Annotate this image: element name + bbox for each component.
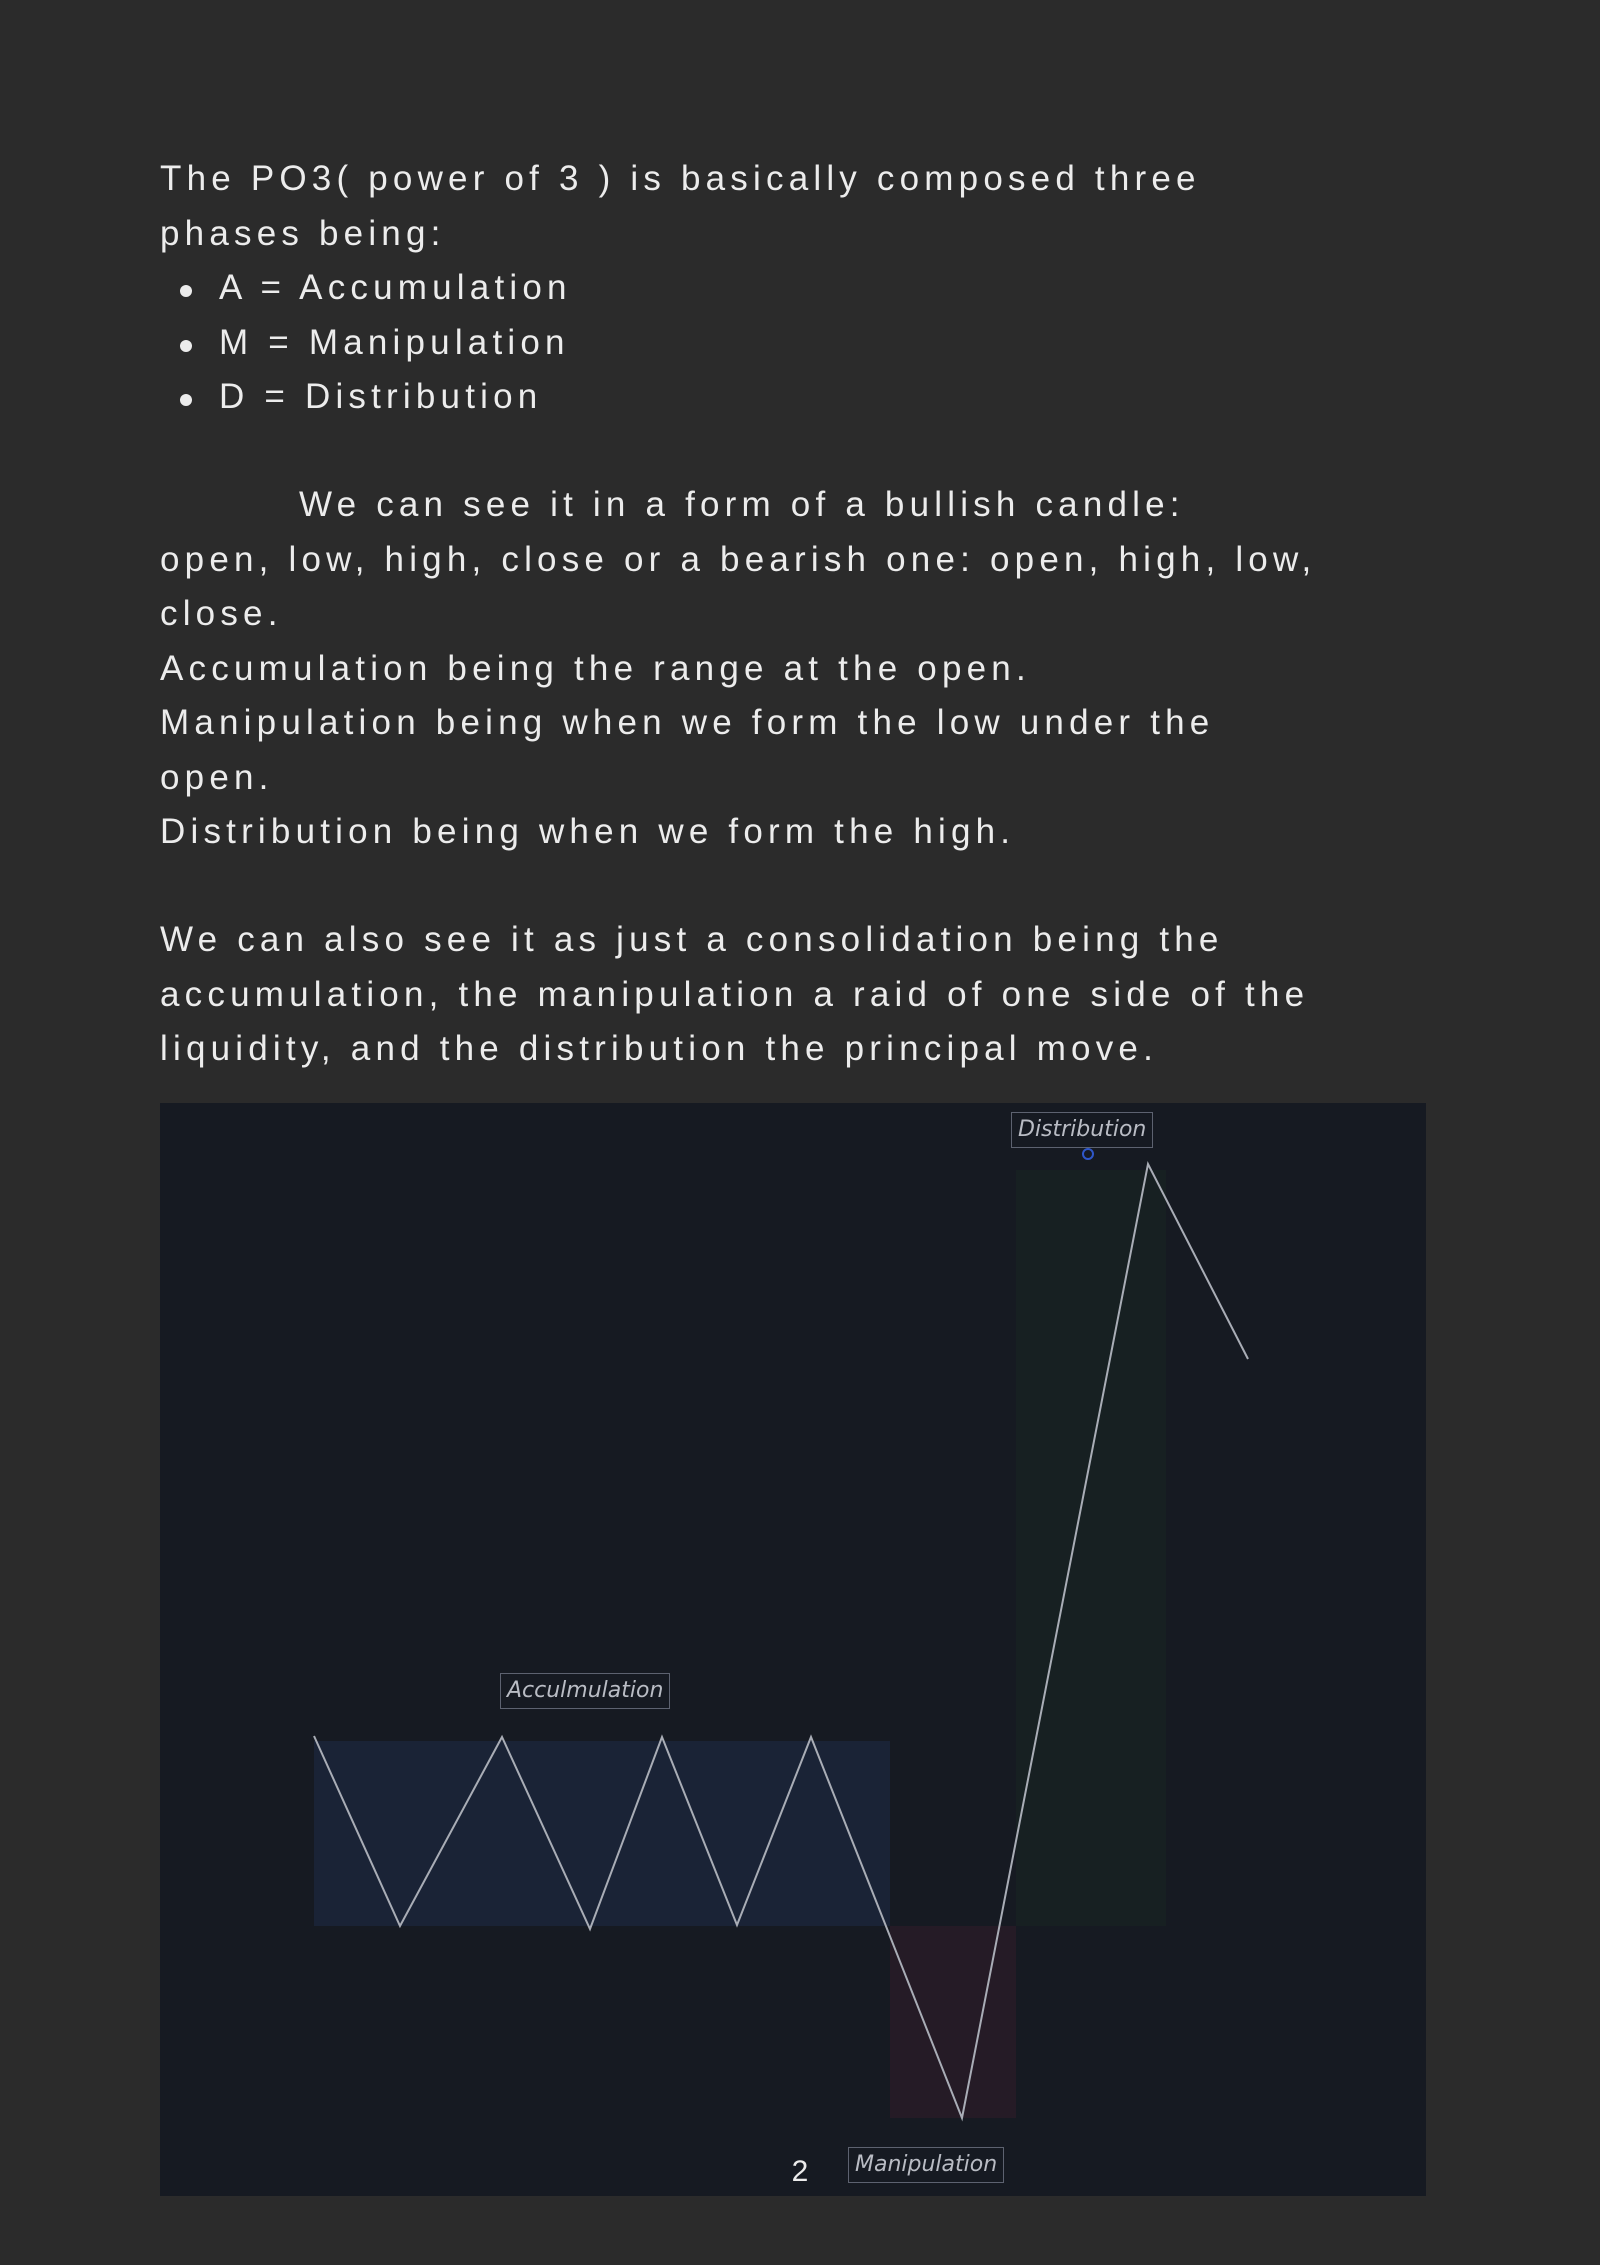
consolidation-paragraph [160,913,1460,1077]
intro-line: The PO3( power of 3 ) is basically composed three [160,159,1201,198]
paragraph-line: Manipulation being when we form the low under the [160,703,1215,742]
paragraph-line: Distribution being when we form the high. [160,812,1016,851]
paragraph-line: open. [160,757,274,797]
manipulation-label: Manipulation [848,2147,1004,2183]
manipulation-zone [890,1926,1016,2118]
paragraph-line: Accumulation being the range at the open. [160,648,1031,688]
phase-item-accumulation: A = Accumulation [160,261,1460,316]
phase-list [160,261,1460,425]
paragraph-line: liquidity, and the distribution the principal move. [160,1029,1159,1068]
paragraph-line: accumulation, the manipulation a raid of one side of the [160,974,1310,1014]
distribution-anchor-dot [1082,1148,1094,1160]
paragraph-line: We can see it in a form of a bullish candle: [299,485,1185,524]
po3-diagram [160,1103,1426,2196]
po3-diagram-svg [160,1103,1426,2196]
paragraph-line: open, low, high, close or a bearish one: open, high, low, [160,539,1317,579]
phase-item-distribution: D = Distribution [160,370,1460,425]
candle-paragraph [160,478,1460,860]
intro-line: phases being: [160,213,446,253]
intro-section [160,152,1460,425]
paragraph-line: close. [160,594,283,633]
paragraph-line: We can also see it as just a consolidation being the [160,920,1224,959]
distribution-label: Distribution [1011,1112,1153,1148]
accumulation-label: Acculmulation [500,1673,670,1709]
page-number: 2 [791,2155,809,2188]
phase-item-manipulation: M = Manipulation [160,316,1460,371]
distribution-zone [1016,1170,1166,1926]
